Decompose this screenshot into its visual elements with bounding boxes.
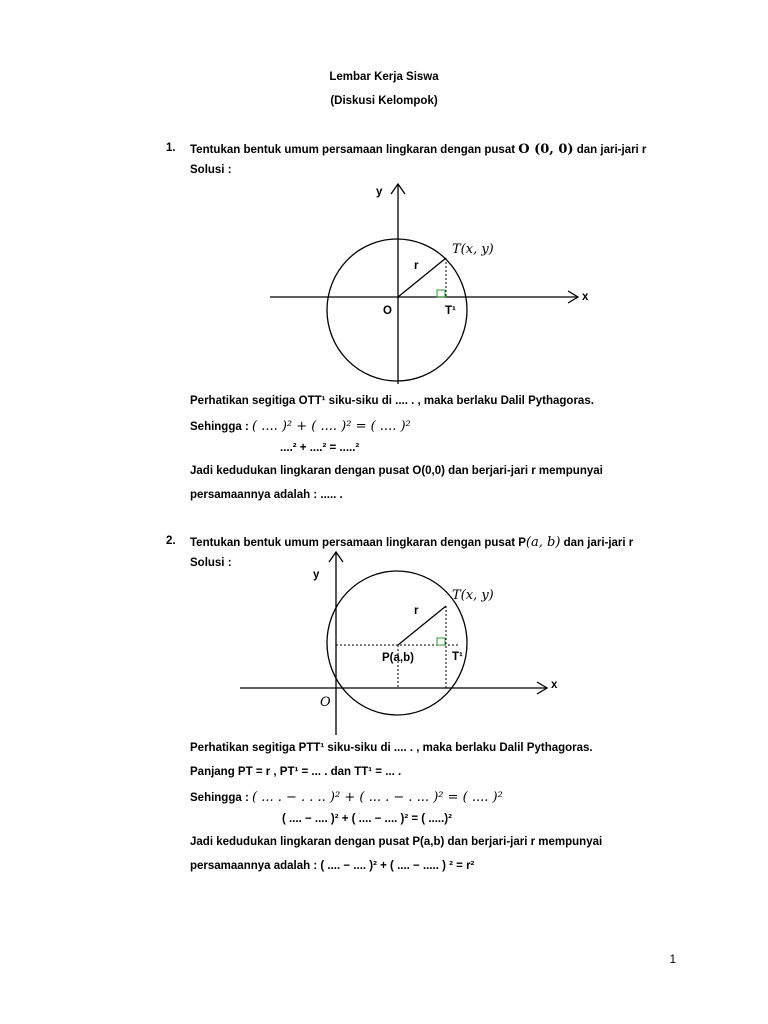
q1-line2-prefix: Sehingga : xyxy=(190,421,249,433)
q1-foot-label: T¹ xyxy=(445,305,456,317)
q2-axis-y-label: y xyxy=(313,569,320,581)
q2-line5: Jadi kedudukan lingkaran dengan pusat P(a,b) dan berjari-jari r mempunyai xyxy=(190,836,603,848)
q2-foot-label: T¹ xyxy=(452,651,463,663)
q2-radius-label: r xyxy=(414,605,419,617)
q2-line4: ( .... − .... )² + ( .... − .... )² = ( .....)² xyxy=(282,813,452,825)
q1-number: 1. xyxy=(166,142,176,154)
q1-radius-label: r xyxy=(414,260,419,272)
q1-origin-label: O xyxy=(383,305,392,317)
q1-axis-x-label: x xyxy=(582,291,589,303)
q2-radius-line xyxy=(398,606,446,645)
q1-question-prefix: Tentukan bentuk umum persamaan lingkaran dengan pusat xyxy=(190,144,516,156)
q2-line3 xyxy=(190,791,503,805)
q1-center-math: O (0, 0) xyxy=(518,142,574,157)
worksheet-title: Lembar Kerja Siswa xyxy=(329,71,439,83)
q1-solusi: Solusi : xyxy=(190,164,232,176)
q1-point-t-label: T(x, y) xyxy=(452,242,494,257)
q2-line1: Perhatikan segitiga PTT¹ siku-siku di .... . , maka berlaku Dalil Pythagoras. xyxy=(190,742,593,754)
q2-center-label: P(a,b) xyxy=(382,652,414,664)
q1-line4: Jadi kedudukan lingkaran dengan pusat O(0,0) dan berjari-jari r mempunyai xyxy=(190,465,603,477)
q2-solusi: Solusi : xyxy=(190,557,232,569)
q2-question-prefix: Tentukan bentuk umum persamaan lingkaran dengan pusat P xyxy=(190,537,526,549)
q2-line3-prefix: Sehingga : xyxy=(190,792,249,804)
q2-origin-label: O xyxy=(320,695,331,710)
q2-right-angle xyxy=(437,638,445,645)
q2-axis-x-label: x xyxy=(551,679,558,691)
q1-line1: Perhatikan segitiga OTT¹ siku-siku di .... . , maka berlaku Dalil Pythagoras. xyxy=(190,395,594,407)
q1-line2-math: ( .... )² + ( .... )² = ( .... )² xyxy=(251,419,411,434)
q2-line3-math: ( ... . − . . .. )² + ( ... . − . ... )² = ( .... )² xyxy=(251,790,503,805)
q1-question-suffix: dan jari-jari r xyxy=(576,144,647,156)
q1-axis-y-label: y xyxy=(376,186,383,198)
worksheet-subtitle: (Diskusi Kelompok) xyxy=(330,95,438,107)
q1-line3: ....² + ....² = .....² xyxy=(280,442,360,454)
q2-line6: persamaannya adalah : ( .... − .... )² + ( .... − ..... ) ² = r² xyxy=(190,860,475,872)
q2-question-suffix: dan jari-jari r xyxy=(563,537,634,549)
q2-number: 2. xyxy=(166,535,176,547)
q1-line5: persamaannya adalah : ..... . xyxy=(190,489,343,501)
page-number: 1 xyxy=(669,954,676,966)
q2-line2: Panjang PT = r , PT¹ = ... . dan TT¹ = ... . xyxy=(190,766,402,778)
q2-point-t-label: T(x, y) xyxy=(452,588,494,603)
q2-center-math: (a, b) xyxy=(525,535,561,550)
